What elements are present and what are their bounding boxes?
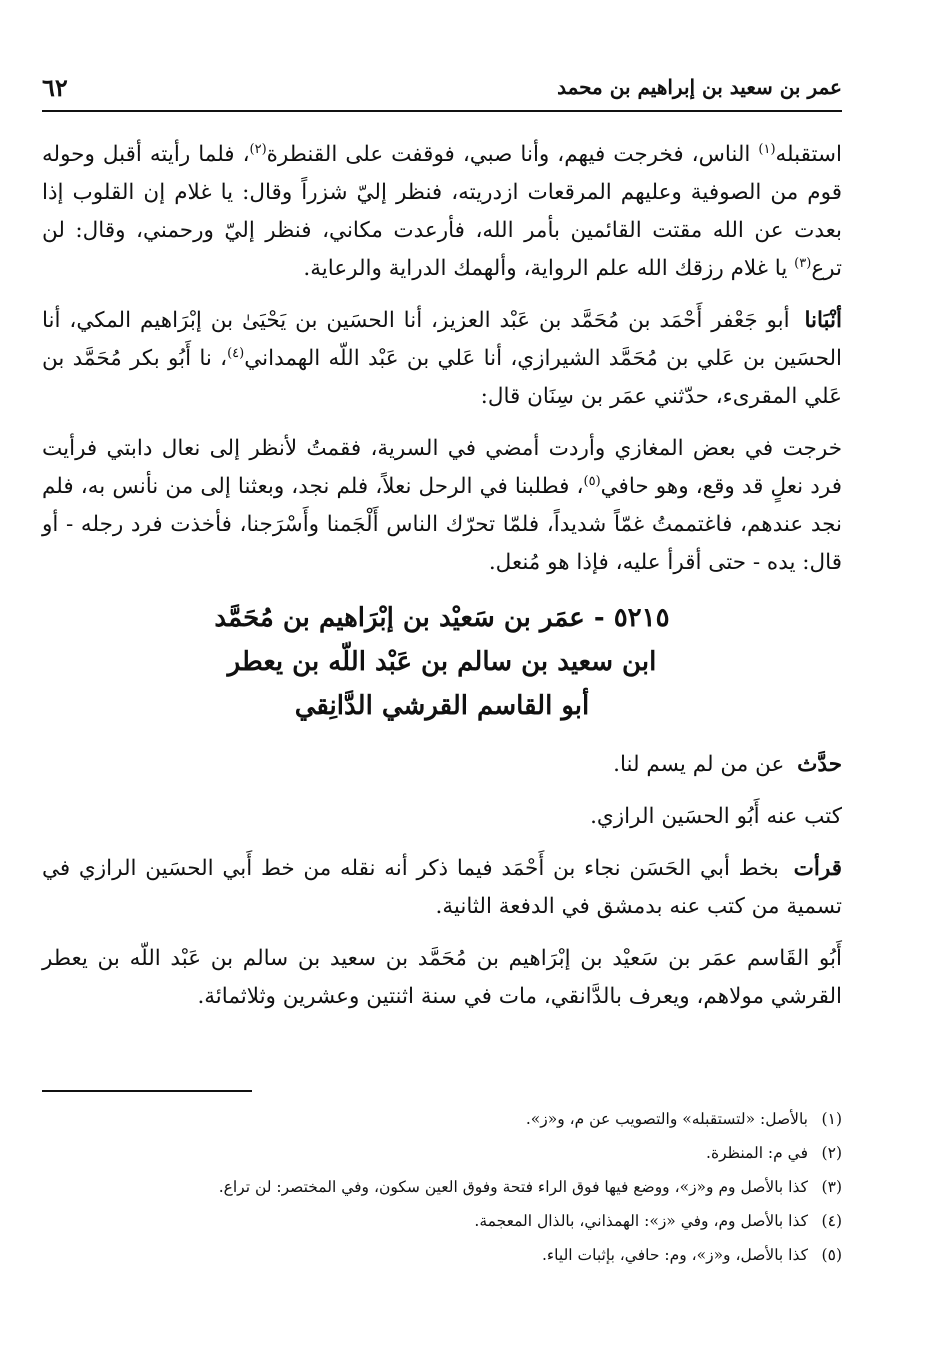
lead-word: قرأت (793, 856, 842, 881)
footnote (42, 1238, 842, 1272)
running-title: عمر بن سعيد بن إبراهيم بن محمد (557, 75, 842, 99)
text-run: استقبله (775, 142, 842, 167)
paragraph (42, 940, 842, 1016)
text-run: أبو جَعْفر أَحْمَد بن مُحَمَّد بن عَبْد العزيز، أنا الحسَين بن يَحْيَىٰ بن إبْرَاهيم المكي، أنا الحسَين بن عَلي بن مُحَمَّد الشيرازي، أنا عَلي بن عَبْد اللّه الهمداني (42, 308, 843, 371)
footnote-text: كذا بالأصل، و«ز»، وم: حافي، بإثبات الياء. (541, 1246, 808, 1264)
text-run: كتب عنه أَبُو الحسَين الرازي. (590, 804, 842, 829)
text-run: خرجت في بعض المغازي وأردت أمضي في السرية، فقمتُ لأنظر إلى نعال دابتي فرأيت فرد نعلٍ قد وقع، وهو حافي (42, 436, 842, 499)
entry-title (42, 596, 842, 728)
text-run: الناس، فخرجت فيهم، وأنا صبي، فوقفت على القنطرة (266, 142, 759, 167)
body-text (42, 136, 842, 1030)
footnote-ref: (٤) (227, 345, 245, 361)
preceding-entry-text (42, 136, 842, 582)
footnote-text: كذا بالأصل وم، وفي «ز»: الهمذاني، بالذال المعجمة. (474, 1212, 808, 1230)
page-header (42, 72, 842, 102)
footnote-ref: (٥) (583, 473, 601, 489)
footnote (42, 1204, 842, 1238)
footnote (42, 1102, 842, 1136)
footnote-text: في م: المنظرة. (706, 1144, 808, 1162)
footnote-ref: (٢) (249, 141, 267, 157)
document-page (42, 0, 842, 1348)
footnote-text: كذا بالأصل وم و«ز»، ووضع فيها فوق الراء فتحة وفوق العين سكون، وفي المختصر: لن تراع. (218, 1178, 808, 1196)
entry-title-line: ٥٢١٥ - عمَر بن سَعيْد بن إبْرَاهيم بن مُحَمَّد (214, 603, 670, 633)
lead-word: أنْبَانا (804, 308, 842, 333)
paragraph (42, 850, 842, 926)
header-rule (42, 110, 842, 112)
entry-title-line: أبو القاسم القرشي الدَّانِقي (294, 691, 590, 721)
text-run: أَبُو القَاسم عمَر بن سَعيْد بن إبْرَاهيم بن مُحَمَّد بن سعيد بن سالم بن عَبْد اللّه بن يعطر القرشي مولاهم، ويعرف بالدَّانقي، مات في سنة اثنتين وعشرين وثلاثمائة. (42, 946, 842, 1009)
footnote-number: (٤) (821, 1212, 842, 1230)
paragraph (42, 136, 842, 288)
text-run: ، فلما رأيته أقبل وحوله قوم من الصوفية وعليهم المرقعات ازدريته، فنظر إليّ شزراً وقال: يا غلام إن القلوب إذا بعدت عن الله مقتت القائمين بأمر الله، فأرعدت مكاني، فنظر إليّ ورحمني، وقال: لن ترع (42, 142, 842, 281)
footnote-number: (٥) (821, 1246, 842, 1264)
lead-word: حدَّث (797, 752, 842, 777)
footnote-number: (٣) (821, 1178, 842, 1196)
text-run: ، نا أَبُو بكر مُحَمَّد بن عَلي المقرىء، حدّثني عمَر بن سِنَان قال: (42, 346, 842, 409)
paragraph (42, 430, 842, 582)
footnote-text: بالأصل: «لتستقبله» والتصويب عن م، و«ز». (525, 1110, 808, 1128)
text-run: ، فطلبنا في الرحل نعلاً، فلم نجد، وبعثنا إلى من نأنس به، فلم نجد عندهم، فاغتممتُ غمّاً شديداً، فلمّا تحرّك الناس أَلْجَمنا وأَسْرَجنا، فأخذت فرد رجله - أو قال: يده - حتى أقرأ عليه، فإذا هو مُنعل. (42, 474, 842, 575)
paragraph (42, 798, 842, 836)
footnotes (42, 1102, 842, 1272)
text-run: عن من لم يسم لنا. (613, 752, 792, 777)
page-number: ٦٢ (42, 72, 68, 102)
paragraph (42, 302, 842, 416)
footnote-ref: (٣) (794, 255, 812, 271)
footnote-number: (١) (821, 1110, 842, 1128)
text-run: بخط أبي الحَسَن نجاء بن أَحْمَد فيما ذكر أنه نقله من خط أَبي الحسَين الرازي في تسمية من كتب عنه بدمشق في الدفعة الثانية. (42, 856, 842, 919)
footnote-separator (42, 1090, 252, 1092)
footnote-ref: (١) (758, 141, 776, 157)
paragraph (42, 746, 842, 784)
entry-text (42, 746, 842, 1016)
footnote (42, 1136, 842, 1170)
footnote (42, 1170, 842, 1204)
entry-title-line: ابن سعيد بن سالم بن عَبْد اللّه بن يعطر (227, 647, 657, 677)
footnote-number: (٢) (821, 1144, 842, 1162)
text-run: يا غلام رزقك الله علم الرواية، وألهمك الدراية والرعاية. (303, 256, 795, 281)
